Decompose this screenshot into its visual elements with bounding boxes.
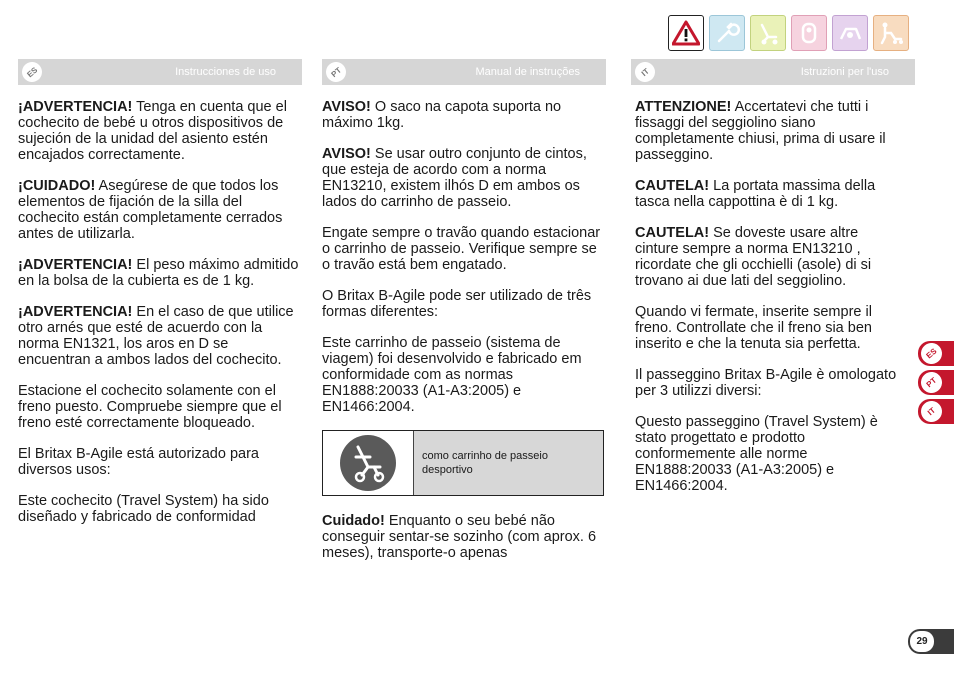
paragraph: Estacione el cochecito solamente con el freno puesto. Compruebe siempre que el freno esté correctamente bloqueado. xyxy=(18,383,282,431)
page-number: 29 xyxy=(910,631,934,652)
top-icon-bar xyxy=(668,15,909,51)
language-badge-es: ES xyxy=(18,58,46,86)
paragraph: Cuidado! Enquanto o seu bebé não conseguir sentar-se sozinho (com aprox. 6 meses), transporte-o apenas xyxy=(322,513,597,561)
side-tab-label: PT xyxy=(917,368,947,398)
side-tab-es[interactable] xyxy=(918,341,954,366)
paragraph: O Britax B-Agile pode ser utilizado de três formas diferentes: xyxy=(322,288,592,320)
column-it xyxy=(635,99,903,509)
section-title-pt: Manual de instruções xyxy=(475,66,580,78)
warning-triangle-icon xyxy=(668,15,704,51)
paragraph: CAUTELA! La portata massima della tasca nella cappottina è di 1 kg. xyxy=(635,178,876,210)
section-header-pt xyxy=(322,59,606,85)
side-tab-label: IT xyxy=(917,397,947,427)
paragraph: Engate sempre o travão quando estacionar o carrinho de passeio. Verifique sempre se o travão está bem engatado. xyxy=(322,225,601,273)
paragraph: ¡ADVERTENCIA! En el caso de que utilice otro arnés que esté de acuerdo con la norma EN1321, los aros en D se encuentran a ambos lados del cochecito. xyxy=(18,304,294,368)
wrench-icon xyxy=(709,15,745,51)
paragraph: ¡ADVERTENCIA! Tenga en cuenta que el cochecito de bebé u otros dispositivos de sujeción de la unidad del asiento estén encajados correctamente. xyxy=(18,99,287,163)
paragraph: Quando vi fermate, inserite sempre il freno. Controllate che il freno sia ben inserito e che la tenuta sia perfetta. xyxy=(635,304,872,352)
stroller-icon xyxy=(750,15,786,51)
child-seat-icon xyxy=(791,15,827,51)
paragraph: Questo passeggino (Travel System) è stato progettato e prodotto conformemente alle norme EN1888:20033 (A1-A3:2005) e EN1466:2004. xyxy=(635,414,878,494)
section-title-it: Istruzioni per l'uso xyxy=(800,66,889,78)
paragraph: Este carrinho de passeio (sistema de viagem) foi desenvolvido e fabricado em conformidade com as normas EN1888:20033 (A1-A3:2005) e EN1466:2004. xyxy=(322,335,582,415)
side-tab-it[interactable] xyxy=(918,399,954,424)
paragraph: El Britax B-Agile está autorizado para diversos usos: xyxy=(18,446,259,478)
side-tab-label: ES xyxy=(917,339,947,369)
page-number-tab xyxy=(908,629,954,654)
paragraph: AVISO! O saco na capota suporta no máximo 1kg. xyxy=(322,99,562,131)
section-header-es xyxy=(18,59,302,85)
person-with-stroller-icon xyxy=(873,15,909,51)
language-badge-pt: PT xyxy=(322,58,350,86)
section-title-es: Instrucciones de uso xyxy=(175,66,276,78)
column-pt xyxy=(322,99,606,576)
pictogram-caption: como carrinho de passeio desportivo xyxy=(414,431,603,495)
paragraph: ATTENZIONE! Accertatevi che tutti i fissaggi del seggiolino siano completamente chiusi, prima di usare il passeggino. xyxy=(635,99,886,163)
section-header-it xyxy=(631,59,915,85)
paragraph: ¡ADVERTENCIA! El peso máximo admitido en la bolsa de la cubierta es de 1 kg. xyxy=(18,257,299,289)
usage-pictogram-table xyxy=(322,430,604,496)
language-badge-it: IT xyxy=(631,58,659,86)
sport-stroller-icon xyxy=(323,431,414,495)
column-es xyxy=(18,99,304,540)
paragraph: Il passeggino Britax B-Agile è omologato per 3 utilizzi diversi: xyxy=(635,367,897,399)
seat-in-car-icon xyxy=(832,15,868,51)
paragraph: ¡CUIDADO! Asegúrese de que todos los elementos de fijación de la silla del cochecito están completamente cerrados antes de utilizarla. xyxy=(18,178,283,242)
paragraph: CAUTELA! Se doveste usare altre cinture sempre a norma EN13210 , ricordate che gli occhielli (asole) di si trovano ai due lati del seggiolino. xyxy=(635,225,872,289)
side-tab-pt[interactable] xyxy=(918,370,954,395)
paragraph: AVISO! Se usar outro conjunto de cintos, que esteja de acordo com a norma EN13210, existem ilhós D em ambos os lados do carrinho de passeio. xyxy=(322,146,587,210)
paragraph: Este cochecito (Travel System) ha sido diseñado y fabricado de conformidad xyxy=(18,493,269,525)
